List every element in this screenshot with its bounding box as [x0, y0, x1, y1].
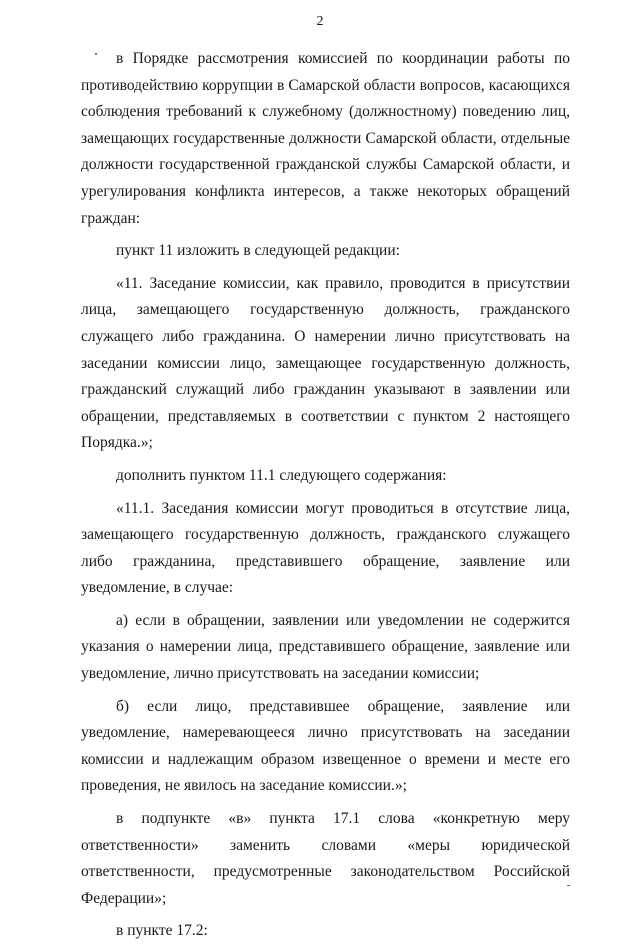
page-number: 2	[316, 14, 324, 29]
paragraph-subpoint-b: б) если лицо, представившее обращение, заявление или уведомление, намеревающееся лично присутствовать на заседании комиссии и надлежащим образом извещенное о времени и месте его проведения, не явилось на заседание комиссии.»;	[81, 697, 570, 795]
paragraph-point-11-1-text: «11.1. Заседания комиссии могут проводиться в отсутствие лица, замещающего государственную должность, гражданского служащего либо гражданина, представившего обращение, заявление или уведомление, в случае:	[81, 499, 570, 597]
paragraph-subpoint-a: а) если в обращении, заявлении или уведомлении не содержится указания о намерении лица, представившего обращение, заявление или уведомление, лично присутствовать на заседании комиссии;	[81, 611, 570, 683]
paragraph-point-11-text: «11. Заседание комиссии, как правило, проводится в присутствии лица, замещающего государственную должность, гражданского служащего либо гражданина. О намерении лично присутствовать на заседании комиссии лицо, замещающее государственную должность, гражданский служащий либо гражданин указывают в заявлении или обращении, представляемых в соответствии с пунктом 2 настоящего Порядка.»;	[81, 274, 570, 452]
paragraph-point-11-1-heading: дополнить пунктом 11.1 следующего содержания:	[116, 466, 447, 484]
document-body	[81, 46, 570, 945]
scan-speck	[95, 53, 97, 55]
scan-speck	[567, 885, 570, 886]
paragraph-point-11-heading: пункт 11 изложить в следующей редакции:	[116, 242, 400, 260]
paragraph-point-17-2: в пункте 17.2:	[116, 922, 208, 940]
paragraph-point-17-1: в подпункте «в» пункта 17.1 слова «конкретную меру ответственности» заменить словами «меры юридической ответственности, предусмотренные законодательством Российской Федерации»;	[81, 810, 570, 907]
paragraph-procedure-intro: в Порядке рассмотрения комиссией по координации работы по противодействию коррупции в Самарской области вопросов, касающихся соблюдения требований к служебному (должностному) поведению лиц, замещающих государственные должности Самарской области, отдельные должности государственной гражданской службы Самарской области, и урегулирования конфликта интересов, а также некоторых обращений граждан:	[81, 50, 570, 227]
